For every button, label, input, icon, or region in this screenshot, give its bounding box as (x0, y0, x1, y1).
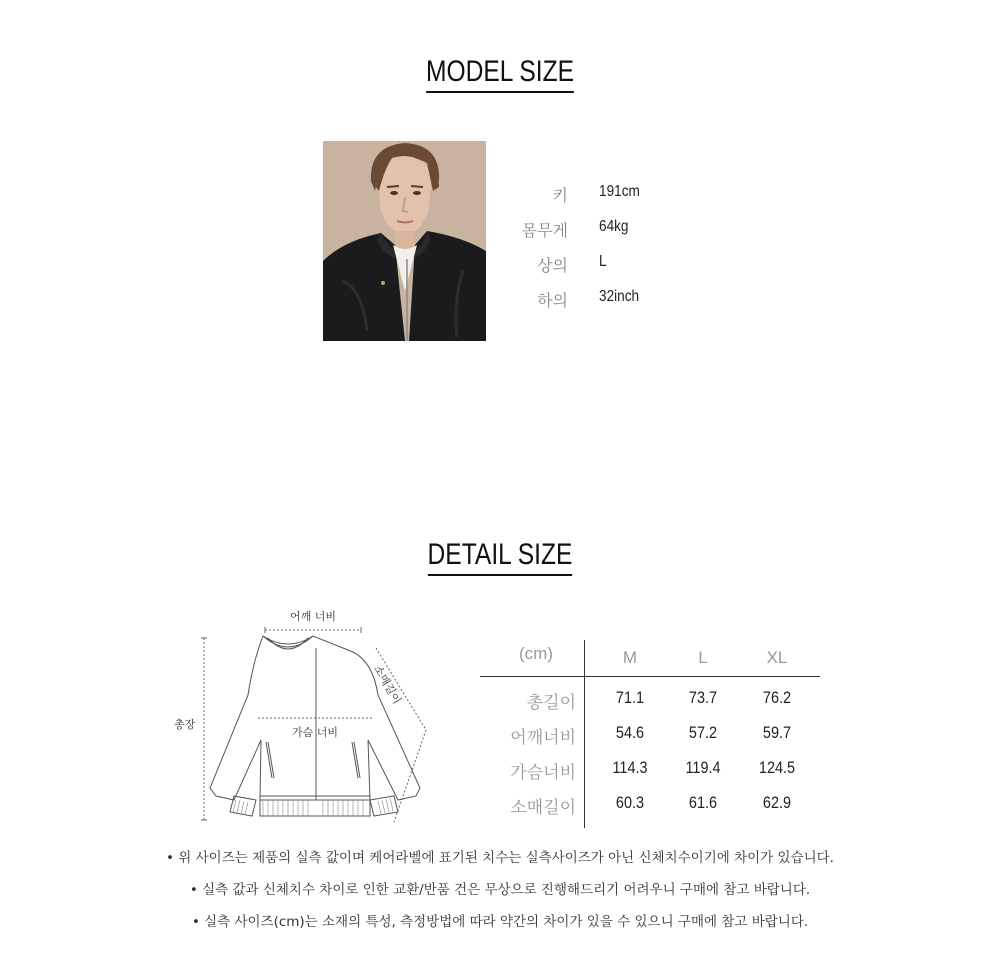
spec-label: 하의 (537, 291, 568, 310)
table-header-divider (480, 676, 820, 677)
table-cell: 60.3 (615, 793, 645, 812)
spec-row-bottom (490, 288, 710, 312)
table-cell: 76.2 (762, 688, 792, 707)
total-length-label: 총장 (174, 718, 196, 731)
spec-value: L (599, 253, 607, 270)
size-note-3: • 실측 사이즈(cm)는 소재의 특성, 측정방법에 따라 약간의 차이가 있을 수 있으니 구매에 참고 바랍니다. (191, 914, 809, 930)
table-cell: 119.4 (685, 758, 721, 777)
table-cell: 61.6 (688, 793, 718, 812)
spec-row-height (490, 183, 710, 207)
jacket-measurement-diagram (168, 600, 438, 830)
row-label-chest-width: 가슴너비 (510, 763, 576, 783)
spec-value: 191cm (599, 183, 640, 200)
spec-label: 몸무게 (521, 221, 568, 240)
spec-row-weight (490, 218, 710, 242)
table-cell: 73.7 (688, 688, 718, 707)
table-cell: 124.5 (758, 758, 796, 777)
spec-row-top (490, 253, 710, 277)
sleeve-length-label: 소매길이 (371, 663, 404, 707)
chest-width-label: 가슴 너비 (292, 726, 339, 739)
spec-label: 키 (552, 186, 568, 205)
model-photo (323, 141, 486, 341)
model-size-title: MODEL SIZE (90, 55, 910, 93)
size-note-1: • 위 사이즈는 제품의 실측 값이며 케어라벨에 표기된 치수는 실측사이즈가 아닌 신체치수이기에 차이가 있습니다. (166, 850, 834, 866)
table-column-divider (584, 640, 585, 828)
size-header-m: M (622, 648, 638, 667)
row-label-total-length: 총길이 (526, 693, 576, 713)
shoulder-width-label: 어깨 너비 (290, 610, 337, 623)
spec-value: 32inch (599, 288, 640, 305)
size-header-l: L (698, 648, 708, 667)
table-cell: 59.7 (762, 723, 792, 742)
size-header-xl: XL (766, 648, 788, 667)
size-note-2: • 실측 값과 신체치수 차이로 인한 교환/반품 건은 무상으로 진행해드리기 어려우니 구매에 참고 바랍니다. (189, 882, 811, 898)
row-label-shoulder-width: 어깨너비 (510, 728, 576, 748)
jacket-outline-icon (168, 600, 438, 830)
table-cell: 62.9 (762, 793, 792, 812)
table-cell: 114.3 (612, 758, 648, 777)
row-label-sleeve-length: 소매길이 (510, 798, 576, 818)
spec-label: 상의 (537, 256, 568, 275)
size-table (480, 640, 820, 830)
spec-value: 64kg (599, 218, 629, 235)
detail-size-title: DETAIL SIZE (90, 538, 910, 576)
table-cell: 57.2 (688, 723, 718, 742)
table-cell: 54.6 (615, 723, 645, 742)
unit-header: (cm) (519, 644, 553, 663)
table-cell: 71.1 (615, 688, 645, 707)
